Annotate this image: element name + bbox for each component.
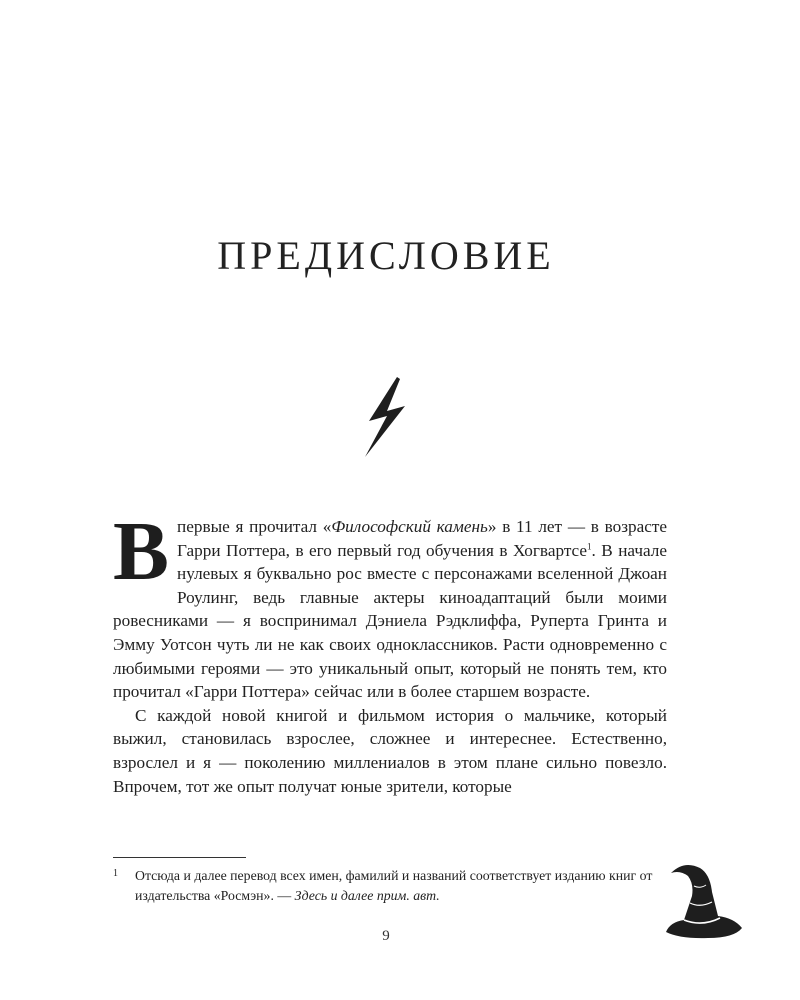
footnote-reference[interactable]: 1 (587, 540, 592, 551)
paragraph-1-text-b: » в 11 лет — в возрасте Гарри Поттера, в его первый год обучения в Хогвартсе (177, 517, 668, 560)
footnote-text (135, 866, 673, 906)
footnote-mark: 1 (113, 868, 118, 879)
paragraph-1-text-a: первые я прочитал « (177, 517, 332, 536)
footnote-body: Отсюда и далее перевод всех имен, фамилий и названий соответствует изданию книг от издательства «Росмэн». — (135, 868, 653, 903)
paragraph-1 (113, 505, 668, 704)
page-number: 9 (382, 928, 390, 944)
chapter-title: ПРЕДИСЛОВИЕ (217, 232, 555, 278)
footnote-author-note: Здесь и далее прим. авт. (294, 888, 440, 903)
drop-cap: В (113, 505, 170, 598)
chapter-body (113, 505, 668, 798)
lightning-bolt-icon (362, 376, 410, 458)
footnote-divider (113, 857, 246, 858)
book-title-emphasis: Философский камень (331, 517, 488, 536)
paragraph-2: С каждой новой книгой и фильмом история о мальчике, который выжил, становилась взрослее, сложнее и интереснее. Естественно, взрослел и я — поколению миллениалов в этом плане сильно повезло. Впрочем, тот же опыт получат юные зрители, которые (113, 705, 667, 796)
footnote (113, 866, 673, 906)
paragraph-1-text-c: . В начале нулевых я буквально рос вместе с персонажами вселенной Джоан Роулинг, ведь главные актеры киноадаптаций были моими ровесниками — я воспринимал Дэниела Рэдклиффа, Руперта Гринта и Эмму Уотсон чуть ли не как своих одноклассников. Расти одновременно с любимыми героями — это уникальный опыт, который не понять тем, кто прочитал «Гарри Поттера» сейчас или в более старшем возрасте. (113, 540, 667, 702)
